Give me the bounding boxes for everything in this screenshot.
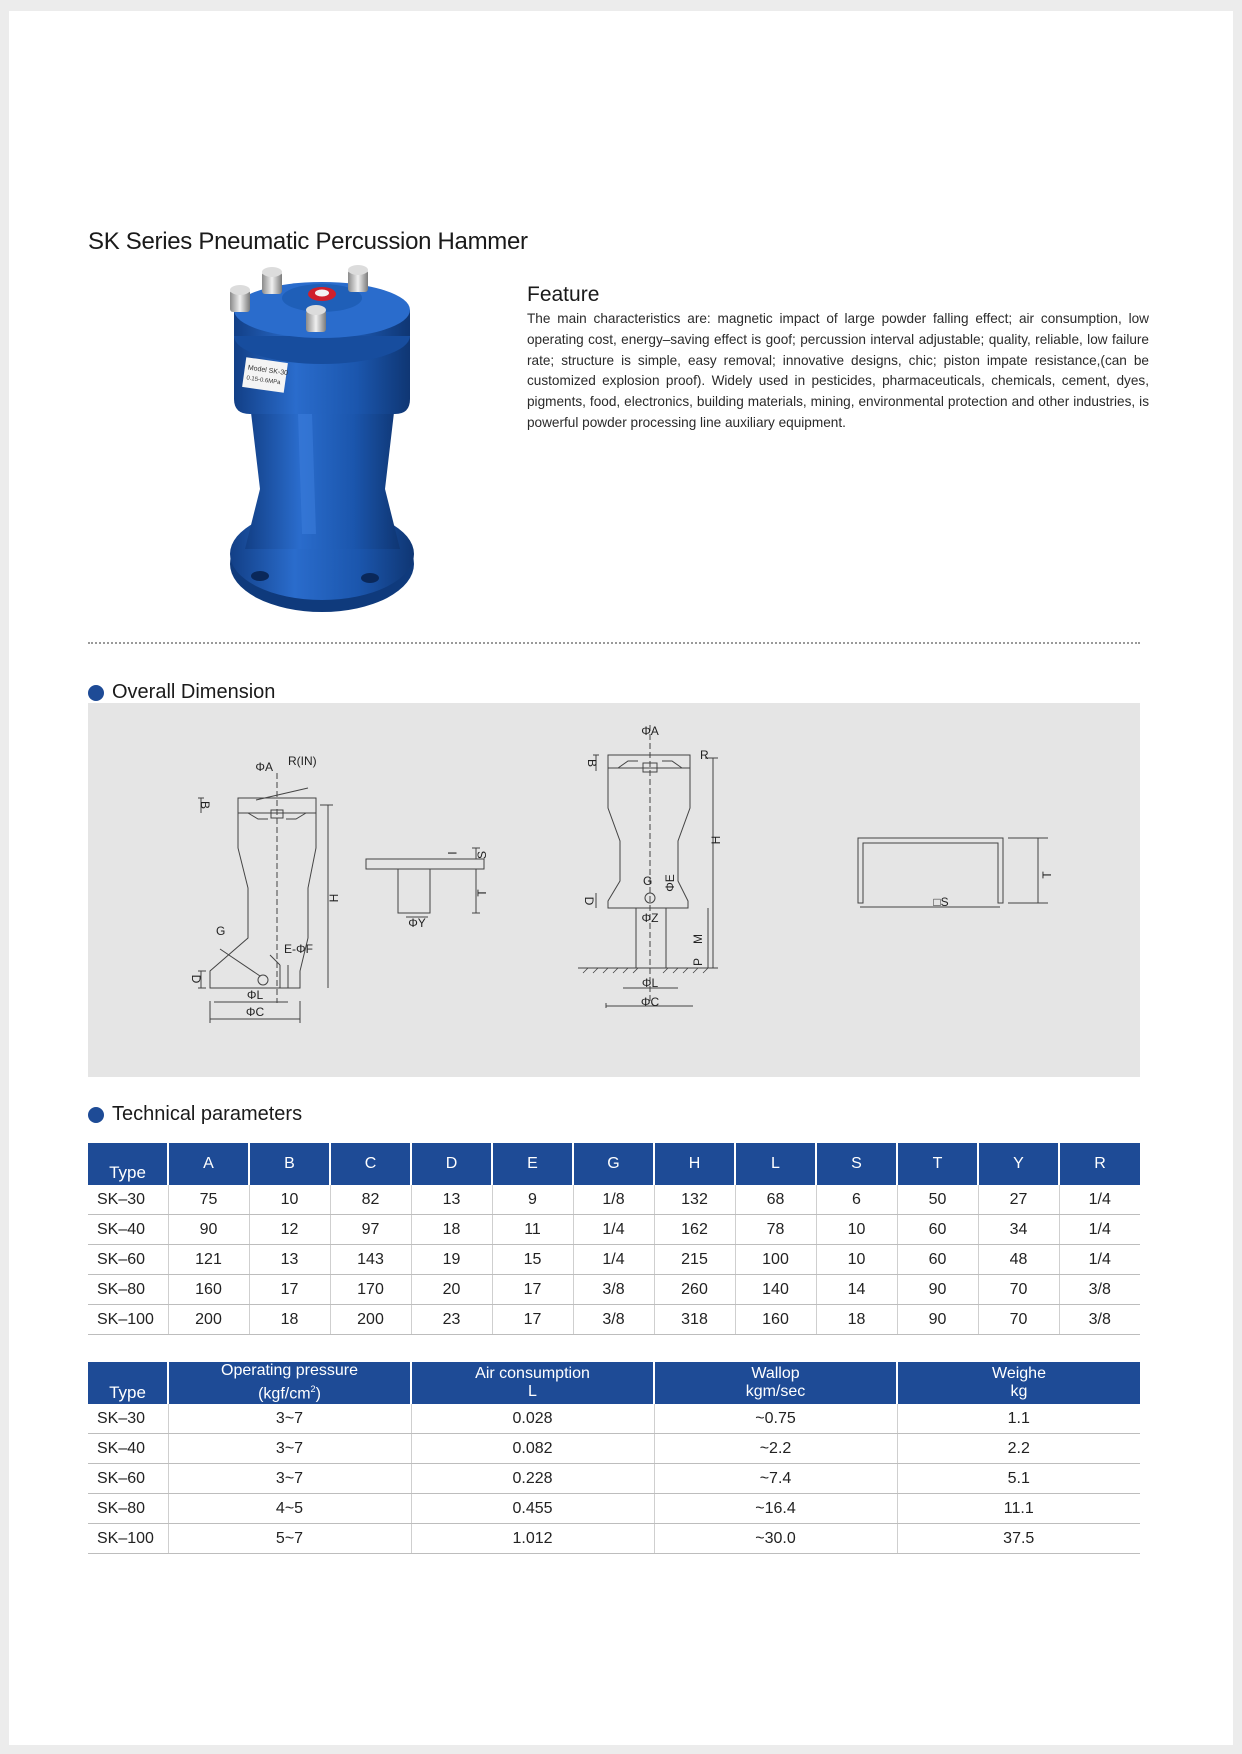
table-cell: 10: [816, 1245, 897, 1275]
technical-parameters-heading: [88, 1103, 302, 1126]
col-header: L: [735, 1143, 816, 1185]
table-cell: 13: [411, 1185, 492, 1215]
circle-bullet-icon: [88, 1107, 104, 1123]
dotted-divider: [88, 642, 1140, 644]
table-row: [88, 1524, 1140, 1554]
col-header-weight: Weighe kg: [897, 1362, 1140, 1404]
table-cell: 0.082: [411, 1434, 654, 1464]
table-row: [88, 1185, 1140, 1215]
table-cell: 3/8: [1059, 1305, 1140, 1335]
table-cell: ~0.75: [654, 1404, 897, 1434]
table-cell: 68: [735, 1185, 816, 1215]
table-cell: 200: [330, 1305, 411, 1335]
table-row: [88, 1245, 1140, 1275]
hammer-product-image: [220, 264, 430, 624]
table-cell: 3~7: [168, 1404, 411, 1434]
col-header: E: [492, 1143, 573, 1185]
col-header: A: [168, 1143, 249, 1185]
type-cell: SK–60: [88, 1245, 168, 1275]
table-cell: 9: [492, 1185, 573, 1215]
table-cell: 70: [978, 1305, 1059, 1335]
label-phi-y: ΦY: [408, 916, 426, 930]
table-cell: 3/8: [573, 1275, 654, 1305]
table-cell: 50: [897, 1185, 978, 1215]
table-cell: 97: [330, 1215, 411, 1245]
table-cell: 14: [816, 1275, 897, 1305]
feature-description: The main characteristics are: magnetic impact of large powder falling effect; air consumption, low operating cost, energy–saving effect is goof; percussion interval adjustable; quality, reliable, low failure rate; structure is simple, easy removal; innovative designs, chic; piston impate resistance,(can be customized explosion proof). Widely used in pesticides, pharmaceuticals, chemicals, cement, dyes, pigments, food, electronics, building materials, mining, environmental protection and other industries, is powerful powder processing line auxiliary equipment.: [527, 311, 1149, 430]
table-cell: 3/8: [573, 1305, 654, 1335]
table-cell: 121: [168, 1245, 249, 1275]
table-cell: 160: [735, 1305, 816, 1335]
table-cell: 34: [978, 1215, 1059, 1245]
table-cell: 18: [249, 1305, 330, 1335]
table-cell: 48: [978, 1245, 1059, 1275]
label-r: R: [700, 748, 709, 762]
table-cell: ~2.2: [654, 1434, 897, 1464]
table-row: [88, 1434, 1140, 1464]
table-cell: 15: [492, 1245, 573, 1275]
label-d-1: D: [189, 974, 203, 984]
table-cell: 140: [735, 1275, 816, 1305]
col-header-pressure: Operating pressure $(kgf/cm^2)$: [168, 1362, 411, 1404]
table-cell: 70: [978, 1275, 1059, 1305]
table-cell: 10: [816, 1215, 897, 1245]
table-cell: 3~7: [168, 1434, 411, 1464]
table-cell: 13: [249, 1245, 330, 1275]
table-cell: 318: [654, 1305, 735, 1335]
overall-dimension-heading: [88, 681, 275, 704]
type-cell: SK–100: [88, 1524, 168, 1554]
label-e-phi-f: E-ΦF: [284, 942, 313, 956]
table-cell: 17: [249, 1275, 330, 1305]
table-cell: 1.1: [897, 1404, 1140, 1434]
circle-bullet-icon: [88, 685, 104, 701]
label-b-1: B: [198, 800, 212, 810]
label-phi-a-1: ΦA: [255, 760, 273, 774]
col-header: G: [573, 1143, 654, 1185]
table-cell: 23: [411, 1305, 492, 1335]
table-cell: 6: [816, 1185, 897, 1215]
table-cell: 0.455: [411, 1494, 654, 1524]
table-cell: 132: [654, 1185, 735, 1215]
table-cell: 19: [411, 1245, 492, 1275]
label-m: M: [691, 934, 705, 944]
table-cell: 1/4: [1059, 1185, 1140, 1215]
table-cell: ~7.4: [654, 1464, 897, 1494]
table-cell: 37.5: [897, 1524, 1140, 1554]
overall-dimension-label: Overall Dimension: [112, 681, 276, 703]
table-cell: 11: [492, 1215, 573, 1245]
label-phi-l-2: ΦL: [641, 976, 659, 990]
table-row: [88, 1404, 1140, 1434]
table-cell: 90: [897, 1275, 978, 1305]
table-row: [88, 1464, 1140, 1494]
label-i: I: [445, 851, 459, 855]
table-row: [88, 1305, 1140, 1335]
table-header-row: [88, 1362, 1140, 1404]
label-s-1: S: [475, 850, 489, 860]
table-cell: 1/4: [1059, 1245, 1140, 1275]
col-header-air: Air consumption L: [411, 1362, 654, 1404]
table-cell: ~30.0: [654, 1524, 897, 1554]
dimension-drawings: [88, 703, 1140, 1077]
col-header: B: [249, 1143, 330, 1185]
table-cell: 60: [897, 1215, 978, 1245]
col-header: T: [897, 1143, 978, 1185]
table-cell: 143: [330, 1245, 411, 1275]
table-cell: 27: [978, 1185, 1059, 1215]
page-title: SK Series Pneumatic Percussion Hammer: [88, 228, 528, 255]
type-cell: SK–40: [88, 1215, 168, 1245]
label-h-2: H: [709, 835, 723, 845]
table-cell: 78: [735, 1215, 816, 1245]
type-cell: SK–40: [88, 1434, 168, 1464]
table-cell: 162: [654, 1215, 735, 1245]
table-cell: 3/8: [1059, 1275, 1140, 1305]
table-cell: 17: [492, 1275, 573, 1305]
table-cell: 1/8: [573, 1185, 654, 1215]
label-t-1: T: [475, 889, 489, 897]
col-header: D: [411, 1143, 492, 1185]
product-label-model: Model SK-30: [247, 364, 289, 378]
label-g-2: G: [643, 874, 653, 888]
col-header: Type: [88, 1143, 168, 1185]
table-cell: 2.2: [897, 1434, 1140, 1464]
label-phi-e: ΦE: [663, 874, 677, 892]
table-cell: 90: [897, 1305, 978, 1335]
label-phi-c-1: ΦC: [245, 1005, 265, 1019]
label-phi-l-1: ΦL: [246, 988, 264, 1002]
table-cell: 11.1: [897, 1494, 1140, 1524]
table-cell: 100: [735, 1245, 816, 1275]
col-header: Y: [978, 1143, 1059, 1185]
col-header: S: [816, 1143, 897, 1185]
table-cell: 82: [330, 1185, 411, 1215]
technical-parameters-label: Technical parameters: [112, 1103, 303, 1125]
table-cell: 0.028: [411, 1404, 654, 1434]
table-cell: 18: [816, 1305, 897, 1335]
type-cell: SK–100: [88, 1305, 168, 1335]
label-b-2: B: [585, 758, 599, 768]
label-p: P: [691, 957, 705, 967]
table-cell: 160: [168, 1275, 249, 1305]
table-cell: 10: [249, 1185, 330, 1215]
table-cell: 5.1: [897, 1464, 1140, 1494]
dimension-diagram-panel: [88, 703, 1140, 1077]
label-g-1: G: [216, 924, 226, 938]
table-header-row: [88, 1143, 1140, 1185]
type-cell: SK–30: [88, 1185, 168, 1215]
col-header: C: [330, 1143, 411, 1185]
col-header: H: [654, 1143, 735, 1185]
label-square-s: □S: [933, 895, 949, 909]
table-cell: 1/4: [573, 1215, 654, 1245]
table-cell: 12: [249, 1215, 330, 1245]
label-d-2: D: [582, 896, 596, 906]
table-cell: 260: [654, 1275, 735, 1305]
table-cell: 17: [492, 1305, 573, 1335]
table-cell: 215: [654, 1245, 735, 1275]
table-cell: ~16.4: [654, 1494, 897, 1524]
table-cell: 75: [168, 1185, 249, 1215]
table-cell: 4~5: [168, 1494, 411, 1524]
label-phi-a-2: ΦA: [641, 724, 659, 738]
table-row: [88, 1215, 1140, 1245]
table-cell: 200: [168, 1305, 249, 1335]
feature-title: Feature: [527, 283, 600, 306]
type-cell: SK–80: [88, 1275, 168, 1305]
table-cell: 60: [897, 1245, 978, 1275]
dimension-table: [88, 1143, 1140, 1335]
table-row: [88, 1275, 1140, 1305]
label-t-2: T: [1040, 871, 1054, 879]
col-header-wallop: Wallop kgm/sec: [654, 1362, 897, 1404]
table-cell: 1/4: [573, 1245, 654, 1275]
table-cell: 0.228: [411, 1464, 654, 1494]
type-cell: SK–60: [88, 1464, 168, 1494]
table-cell: 5~7: [168, 1524, 411, 1554]
label-phi-c-2: ΦC: [640, 995, 660, 1009]
col-header: R: [1059, 1143, 1140, 1185]
table-cell: 18: [411, 1215, 492, 1245]
col-header-type: Type: [88, 1362, 168, 1404]
type-cell: SK–30: [88, 1404, 168, 1434]
table-cell: 170: [330, 1275, 411, 1305]
product-label-pressure: 0.15-0.6MPa: [245, 375, 281, 387]
label-r-in: R(IN): [288, 754, 317, 768]
label-phi-z: ΦZ: [641, 911, 659, 925]
table-cell: 20: [411, 1275, 492, 1305]
table-cell: 90: [168, 1215, 249, 1245]
table-row: [88, 1494, 1140, 1524]
type-cell: SK–80: [88, 1494, 168, 1524]
table-cell: 1.012: [411, 1524, 654, 1554]
table-cell: 3~7: [168, 1464, 411, 1494]
performance-table: [88, 1362, 1140, 1554]
table-cell: 1/4: [1059, 1215, 1140, 1245]
label-h-1: H: [327, 893, 341, 903]
